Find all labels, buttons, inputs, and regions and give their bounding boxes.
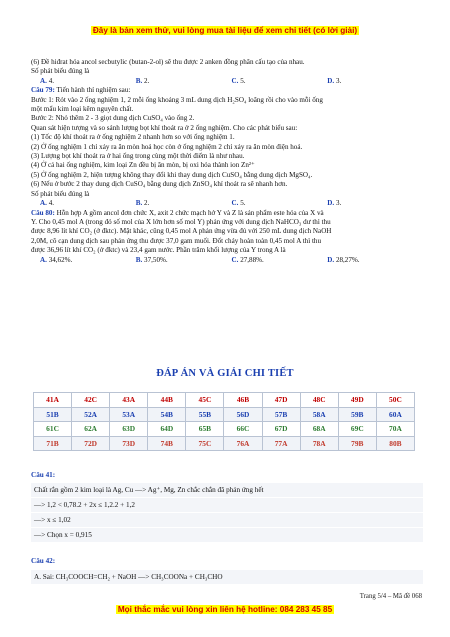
answer-cell: 43A bbox=[110, 393, 148, 408]
q79-option-d[interactable]: D. 3. bbox=[327, 199, 342, 208]
answer-cell: 41A bbox=[34, 393, 72, 408]
q78-ask: Số phát biểu đúng là bbox=[31, 67, 90, 76]
top-banner: Đây là bản xem thử, vui lòng mua tài liệu để xem chi tiết (có lời giải) bbox=[92, 26, 358, 35]
q80-line-2: Y. Cho 0,45 mol A (trong đó số mol của X lớn hơn số mol Y) phản ứng với dung dịch NaHCO₃ dư thì thu bbox=[31, 217, 331, 226]
answer-cell: 44B bbox=[148, 393, 186, 408]
answer-cell: 45C bbox=[186, 393, 224, 408]
answer-cell: 79B bbox=[338, 436, 376, 451]
answer-cell: 50C bbox=[376, 393, 414, 408]
answer-cell: 69C bbox=[338, 422, 376, 437]
q79-option-b[interactable]: B. 2. bbox=[135, 199, 150, 208]
q80-line-4: 2,0M, cô cạn dung dịch sau phản ứng thu được 37,0 gam muối. Đốt cháy hoàn toàn 0,45 mol A thì thu bbox=[31, 236, 322, 245]
answer-cell: 47D bbox=[262, 393, 300, 408]
q80-option-b[interactable]: B. 37,50%. bbox=[135, 255, 168, 264]
q78-statement-6: (6) Đề hiđrat hóa ancol secbutylic (butan-2-ol) sẽ thu được 2 anken đồng phân cấu tạo của nhau. bbox=[31, 58, 305, 66]
q78-option-a[interactable]: A. 4. bbox=[40, 76, 55, 85]
sol41-line-2: —> 1,2 < 0,78.2 + 2x ≤ 1,2.2 + 1,2 bbox=[31, 498, 423, 512]
answer-row bbox=[34, 393, 415, 408]
answer-cell: 51B bbox=[34, 407, 72, 422]
answers-title: ĐÁP ÁN VÀ GIẢI CHI TIẾT bbox=[156, 368, 294, 379]
answer-row bbox=[34, 436, 415, 451]
q80-option-c[interactable]: C. 27,88%. bbox=[231, 255, 264, 264]
answer-cell: 73D bbox=[110, 436, 148, 451]
answer-cell: 67D bbox=[262, 422, 300, 437]
q79-s4: (4) Ở cả hai ống nghiệm, kim loại Zn đều bị ăn mòn, bị oxi hóa thành ion Zn²⁺ bbox=[31, 161, 255, 170]
answer-cell: 56D bbox=[224, 407, 262, 422]
q80-option-a[interactable]: A. 34,62%. bbox=[40, 255, 73, 264]
answer-cell: 80B bbox=[376, 436, 414, 451]
answer-cell: 64D bbox=[148, 422, 186, 437]
sol42-title: Câu 42: bbox=[31, 557, 56, 565]
answer-row bbox=[34, 422, 415, 437]
answer-cell: 65B bbox=[186, 422, 224, 437]
q79-observe: Quan sát hiện tượng và so sánh lượng bọt khí thoát ra ở 2 ống nghiệm. Cho các phát biểu sau: bbox=[31, 123, 298, 132]
question-content bbox=[31, 58, 423, 265]
q79-option-c[interactable]: C. 5. bbox=[231, 199, 246, 208]
answer-cell: 66C bbox=[224, 422, 262, 437]
q80-line-3: được 8,96 lít khí CO₂ (ở đktc). Mặt khác, cũng 0,45 mol A phản ứng vừa đủ với 250 mL dung dịch NaOH bbox=[31, 227, 332, 236]
answer-row bbox=[34, 407, 415, 422]
answer-cell: 76A bbox=[224, 436, 262, 451]
q78-option-c[interactable]: C. 5. bbox=[231, 76, 246, 85]
answer-cell: 59B bbox=[338, 407, 376, 422]
page-number: Trang 5/4 – Mã đề 068 bbox=[359, 593, 422, 600]
q80-line-5: được 36,96 lít khí CO₂ (ở đktc) và 23,4 gam nước. Phần trăm khối lượng của Y trong A là bbox=[31, 246, 286, 255]
solution-41 bbox=[31, 470, 423, 543]
q79-title: Câu 79: bbox=[31, 86, 55, 95]
answer-key-table bbox=[33, 392, 415, 451]
answer-cell: 63D bbox=[110, 422, 148, 437]
q78-option-b[interactable]: B. 2. bbox=[135, 76, 150, 85]
q79-ask: Số phát biểu đúng là bbox=[31, 189, 90, 198]
q79-s6: (6) Nếu ở bước 2 thay dung dịch CuSO₄ bằng dung dịch ZnSO₄ khí thoát ra sẽ nhanh hơn. bbox=[31, 180, 288, 189]
answer-cell: 72D bbox=[72, 436, 110, 451]
answer-cell: 49D bbox=[338, 393, 376, 408]
q80-options bbox=[31, 256, 423, 265]
q78-options bbox=[31, 77, 423, 86]
sol41-line-3: —> x ≤ 1,02 bbox=[31, 513, 423, 527]
q79-s3: (3) Lượng bọt khí thoát ra ở hai ống trong cùng một thời điểm là như nhau. bbox=[31, 152, 245, 161]
q79-options bbox=[31, 199, 423, 208]
q80-title: Câu 80: bbox=[31, 208, 55, 217]
answer-cell: 42C bbox=[72, 393, 110, 408]
answer-cell: 77A bbox=[262, 436, 300, 451]
q79-option-a[interactable]: A. 4. bbox=[40, 199, 55, 208]
answer-cell: 75C bbox=[186, 436, 224, 451]
sol41-line-4: —> Chọn x = 0,915 bbox=[31, 528, 423, 542]
answer-cell: 53A bbox=[110, 407, 148, 422]
answer-cell: 57B bbox=[262, 407, 300, 422]
answer-cell: 61C bbox=[34, 422, 72, 437]
q79-s1: (1) Tốc độ khí thoát ra ở ống nghiệm 2 nhanh hơn so với ống nghiệm 1. bbox=[31, 133, 235, 142]
sol41-title: Câu 41: bbox=[31, 471, 56, 479]
q79-step2: Bước 2: Nhỏ thêm 2 - 3 giọt dung dịch CuSO₄ vào ống 2. bbox=[31, 114, 195, 123]
q80-line-1: Câu 80: Hỗn hợp A gồm ancol đơn chức X, axit 2 chức mạch hở Y và Z là sản phẩm este hóa của X và bbox=[31, 208, 324, 217]
sol42-line-1: A. Sai: CH₃COOCH=CH₂ + NaOH —> CH₃COONa + CH₃CHO bbox=[31, 570, 423, 584]
q78-option-d[interactable]: D. 3. bbox=[327, 76, 342, 85]
answer-cell: 52A bbox=[72, 407, 110, 422]
answer-cell: 78A bbox=[300, 436, 338, 451]
solution-42 bbox=[31, 556, 423, 585]
bottom-banner: Mọi thắc mắc vui lòng xin liên hệ hotline: 084 283 45 85 bbox=[117, 605, 333, 614]
answer-cell: 62A bbox=[72, 422, 110, 437]
answer-cell: 48C bbox=[300, 393, 338, 408]
q80-option-d[interactable]: D. 28,27%. bbox=[327, 255, 360, 264]
q79-heading: Câu 79: Tiến hành thí nghiệm sau: bbox=[31, 86, 131, 95]
q79-step1b: một mẩu kim loại kẽm nguyên chất. bbox=[31, 105, 134, 114]
answer-cell: 54B bbox=[148, 407, 186, 422]
q79-step1a: Bước 1: Rót vào 2 ống nghiệm 1, 2 mỗi ống khoảng 3 mL dung dịch H₂SO₄ loãng rồi cho vào mỗi ống bbox=[31, 95, 323, 104]
answer-cell: 71B bbox=[34, 436, 72, 451]
q79-s5: (5) Ở ống nghiệm 2, hiện tượng không thay đổi khi thay dung dịch CuSO₄ bằng dung dịch MgSO₄. bbox=[31, 170, 313, 179]
q79-s2: (2) Ở ống nghiệm 1 chỉ xảy ra ăn mòn hoá học còn ở ống nghiệm 2 chỉ xảy ra ăn mòn điện hoá. bbox=[31, 142, 303, 151]
answer-cell: 68A bbox=[300, 422, 338, 437]
answer-cell: 58A bbox=[300, 407, 338, 422]
answer-cell: 60A bbox=[376, 407, 414, 422]
answer-cell: 74B bbox=[148, 436, 186, 451]
sol41-line-1: Chất rắn gồm 2 kim loại là Ag, Cu —> Ag⁺, Mg, Zn chắc chắn đã phản ứng hết bbox=[31, 483, 423, 497]
answer-cell: 55B bbox=[186, 407, 224, 422]
answer-cell: 46B bbox=[224, 393, 262, 408]
answer-cell: 70A bbox=[376, 422, 414, 437]
